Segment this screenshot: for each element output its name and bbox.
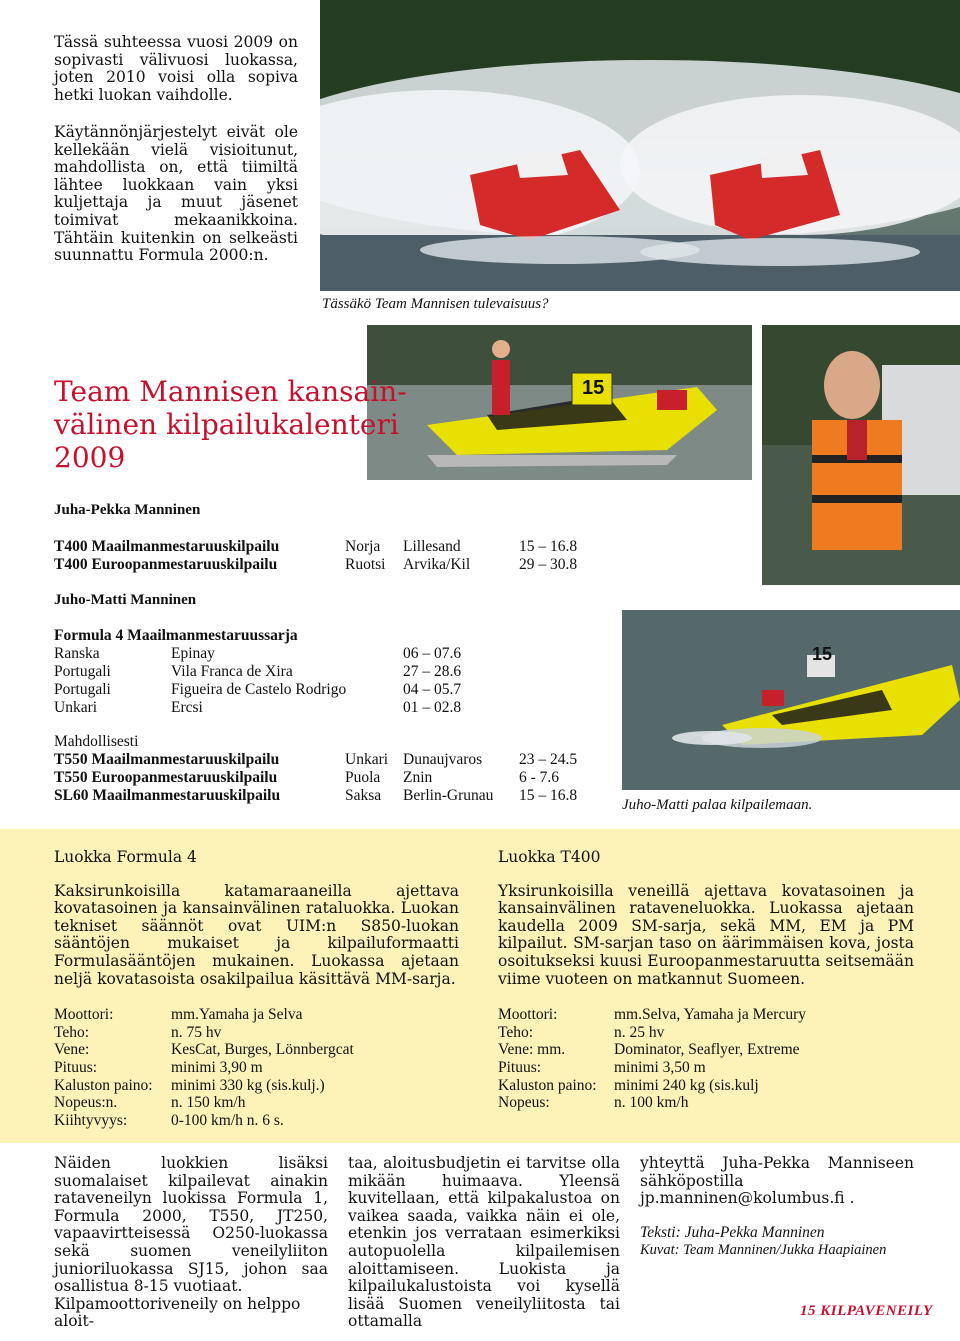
- spec-value: minimi 330 kg (sis.kulj.): [171, 1076, 325, 1094]
- calendar-table-1: [54, 538, 614, 574]
- event-country: Ranska: [54, 645, 100, 662]
- calendar-row: [54, 769, 614, 787]
- calendar-row: [54, 645, 614, 663]
- spec-key: Teho:: [54, 1023, 90, 1041]
- formula4-title: Luokka Formula 4: [54, 848, 197, 866]
- event-country: Ruotsi: [345, 556, 386, 573]
- spec-key: Teho:: [498, 1023, 534, 1041]
- spec-key: Vene:: [54, 1041, 90, 1059]
- event-date: 06 – 07.6: [403, 645, 462, 662]
- calendar-heading-line2: välinen kilpailukalenteri: [54, 408, 399, 441]
- spec-key: Moottori:: [498, 1006, 558, 1024]
- top-boat-photo: [320, 0, 960, 291]
- optional-label: [54, 733, 614, 751]
- calendar-row: [54, 663, 614, 681]
- event-country: Portugali: [54, 663, 111, 680]
- event-name: T400 Maailmanmestaruuskilpailu: [54, 538, 280, 555]
- spec-row: [54, 1006, 459, 1024]
- racing-photo-caption: Juho-Matti palaa kilpailemaan.: [622, 797, 813, 813]
- formula4-specs: [54, 1006, 459, 1129]
- driver-illustration: [762, 325, 960, 585]
- event-place: Arvika/Kil: [403, 556, 471, 573]
- t400-specs: [498, 1006, 914, 1112]
- event-place: Epinay: [171, 645, 215, 662]
- spec-row: [498, 1006, 914, 1024]
- bottom-column-1: [54, 1155, 328, 1331]
- optional-text: Mahdollisesti: [54, 733, 139, 750]
- event-place: Berlin-Grunau: [403, 787, 494, 804]
- spec-key: Kaluston paino:: [54, 1076, 153, 1094]
- event-name: T550 Euroopanmestaruuskilpailu: [54, 769, 278, 786]
- event-date: 15 – 16.8: [519, 538, 578, 555]
- event-name: SL60 Maailmanmestaruuskilpailu: [54, 787, 281, 804]
- formula4-box: [54, 849, 459, 1129]
- spec-row: [498, 1077, 914, 1095]
- bottom-col1-text: Näiden luokkien lisäksi suomalaiset kilpailevat ainakin rataveneilyn luokissa Formula 1, Formula 2000, T550, JT250, vapaavirtteisessä O250-luokassa sekä suomen veneilyliiton junioriluokassa SJ15, johon saa osallistua 8-15 vuotiaat.: [54, 1154, 328, 1296]
- intro-paragraph-2: Käytännönjärjestelyt eivät ole kellekään vielä visioitunut, mahdollista on, että tiimiltä lähtee luokkaan vain yksi kuljettaja ja muut jäsenet toimivat mekaanikkoina. Tähtäin kuitenkin on selkeästi suunnattu Formula 2000:n.: [54, 123, 298, 265]
- event-date: 27 – 28.6: [403, 663, 462, 680]
- text-credit: Teksti: Juha-Pekka Manninen: [640, 1223, 825, 1241]
- event-date: 15 – 16.8: [519, 787, 578, 804]
- event-place: Dunaujvaros: [403, 751, 483, 768]
- calendar-row: [54, 556, 614, 574]
- calendar-heading-line1: Team Mannisen kansain-: [54, 375, 407, 408]
- magazine-name: KILPAVENEILY: [820, 1303, 933, 1319]
- spec-row: [54, 1041, 459, 1059]
- t400-text: Yksirunkoisilla veneillä ajettava kovatasoinen ja kansainvälinen rataveneluokka. Luokassa ajetaan kaudella 2009 SM-sarja, sekä MM, EM ja PM kilpailut. SM-sarjan taso on äärimmäisen kova, josta osoitukseksi kuusi Euroopanmestaruutta seitsemään viime vuoteen on matkannut Suomeen.: [498, 881, 914, 988]
- spec-key: Moottori:: [54, 1006, 114, 1024]
- event-place: Lillesand: [403, 538, 461, 555]
- photo-credit: Kuvat: Team Manninen/Jukka Haapiainen: [640, 1241, 887, 1258]
- spec-value: Dominator, Seaflyer, Extreme: [614, 1041, 800, 1059]
- spec-key: Nopeus:: [498, 1094, 550, 1112]
- spec-row: [54, 1059, 459, 1077]
- spec-key: Vene: mm.: [498, 1041, 566, 1059]
- event-country: Portugali: [54, 681, 111, 698]
- spec-row: [54, 1024, 459, 1042]
- event-place: Vila Franca de Xira: [171, 663, 293, 680]
- boat-number: 15: [582, 377, 605, 399]
- spec-value: 0-100 km/h n. 6 s.: [171, 1111, 284, 1129]
- spec-value: n. 25 hv: [614, 1023, 665, 1041]
- event-name: T400 Euroopanmestaruuskilpailu: [54, 556, 278, 573]
- bottom-column-3: [640, 1155, 914, 1259]
- calendar-heading: [54, 375, 407, 474]
- calendar-row: [54, 681, 614, 699]
- calendar-row: [54, 787, 614, 805]
- calendar-table-2: [54, 627, 614, 717]
- page-footer: [800, 1303, 933, 1320]
- event-country: Saksa: [345, 787, 382, 804]
- spec-key: Pituus:: [54, 1058, 98, 1076]
- racing-boat-photo: [622, 610, 960, 790]
- spec-value: minimi 240 kg (sis.kulj: [614, 1076, 759, 1094]
- spec-row: [498, 1041, 914, 1059]
- spec-key: Nopeus:n.: [54, 1094, 118, 1112]
- bottom-col1-tail: Kilpamoottoriveneily on helppo aloit-: [54, 1294, 301, 1331]
- yellow-boat-illustration: [367, 325, 752, 480]
- spec-row: [54, 1094, 459, 1112]
- spec-row: [54, 1112, 459, 1130]
- event-name: T550 Maailmanmestaruuskilpailu: [54, 751, 280, 768]
- event-country: Norja: [345, 538, 381, 555]
- event-date: 6 - 7.6: [519, 769, 560, 786]
- calendar-row: [54, 751, 614, 769]
- spec-value: minimi 3,50 m: [614, 1058, 706, 1076]
- racing-boat-number: 15: [812, 644, 833, 664]
- racing-boat-illustration: [622, 610, 960, 790]
- event-country: Unkari: [54, 699, 98, 716]
- spec-row: [498, 1094, 914, 1112]
- series-title: [54, 627, 614, 645]
- driver-name-2: Juho-Matti Manninen: [54, 592, 197, 608]
- intro-paragraph-1: Tässä suhteessa vuosi 2009 on sopivasti välivuosi luokassa, joten 2010 voisi olla sopiva hetki luokan vaihdolle.: [54, 33, 298, 104]
- red-boats-illustration: [320, 0, 960, 291]
- spec-key: Pituus:: [498, 1058, 542, 1076]
- driver-name-1: Juha-Pekka Manninen: [54, 502, 201, 518]
- page-number: 15: [800, 1303, 816, 1319]
- event-date: 29 – 30.8: [519, 556, 578, 573]
- formula4-text: Kaksirunkoisilla katamaraaneilla ajettava kovatasoinen ja kansainvälinen rataluokka. Luokan tekniset säännöt ovat UIM:n S850-luokan sääntöjen mukaiset ja kilpailuformaatti Formulasääntöjen mukainen. Luokassa ajetaan neljä kovatasoista osakilpailua käsittävä MM-sarja.: [54, 881, 459, 988]
- spec-value: minimi 3,90 m: [171, 1058, 263, 1076]
- calendar-table-3: [54, 733, 614, 805]
- event-date: 04 – 05.7: [403, 681, 462, 698]
- event-country: Puola: [345, 769, 381, 786]
- spec-row: [54, 1077, 459, 1095]
- event-place: Figueira de Castelo Rodrigo: [171, 681, 347, 698]
- spec-row: [498, 1024, 914, 1042]
- event-country: Unkari: [345, 751, 389, 768]
- spec-row: [498, 1059, 914, 1077]
- spec-key: Kiihtyvyys:: [54, 1111, 128, 1129]
- t400-box: [498, 849, 914, 1112]
- calendar-row: [54, 699, 614, 717]
- bottom-column-2: taa, aloitusbudjetin ei tarvitse olla mikään huimaava. Yleensä kuvitellaan, että kilpakalustoa on vaikea saada, vaikka näin ei ole, etenkin jos verrataan esimerkiksi autopuolella kilpailemisen aloittamiseen. Luokista ja kilpailukalustoista voi kysellä lisää Suomen veneilyliitosta tai ottamalla: [348, 1154, 620, 1331]
- spec-value: n. 100 km/h: [614, 1094, 689, 1112]
- driver-portrait-photo: [762, 325, 960, 585]
- spec-value: n. 150 km/h: [171, 1094, 246, 1112]
- yellow-boat-driver-photo: [367, 325, 752, 480]
- event-place: Ercsi: [171, 699, 203, 716]
- top-photo-caption: Tässäkö Team Mannisen tulevaisuus?: [322, 296, 549, 312]
- spec-value: KesCat, Burges, Lönnbergcat: [171, 1041, 354, 1059]
- event-date: 23 – 24.5: [519, 751, 578, 768]
- t400-title: Luokka T400: [498, 848, 601, 866]
- spec-value: n. 75 hv: [171, 1023, 222, 1041]
- event-date: 01 – 02.8: [403, 699, 462, 716]
- calendar-heading-line3: 2009: [54, 441, 126, 474]
- bottom-col3-text: yhteyttä Juha-Pekka Manniseen sähköpostilla jp.manninen@kolumbus.fi .: [640, 1154, 914, 1208]
- series-name: Formula 4 Maailmanmestaruussarja: [54, 627, 298, 644]
- spec-key: Kaluston paino:: [498, 1076, 597, 1094]
- spec-value: mm.Yamaha ja Selva: [171, 1006, 303, 1024]
- spec-value: mm.Selva, Yamaha ja Mercury: [614, 1006, 806, 1024]
- calendar-row: [54, 538, 614, 556]
- event-place: Znin: [403, 769, 433, 786]
